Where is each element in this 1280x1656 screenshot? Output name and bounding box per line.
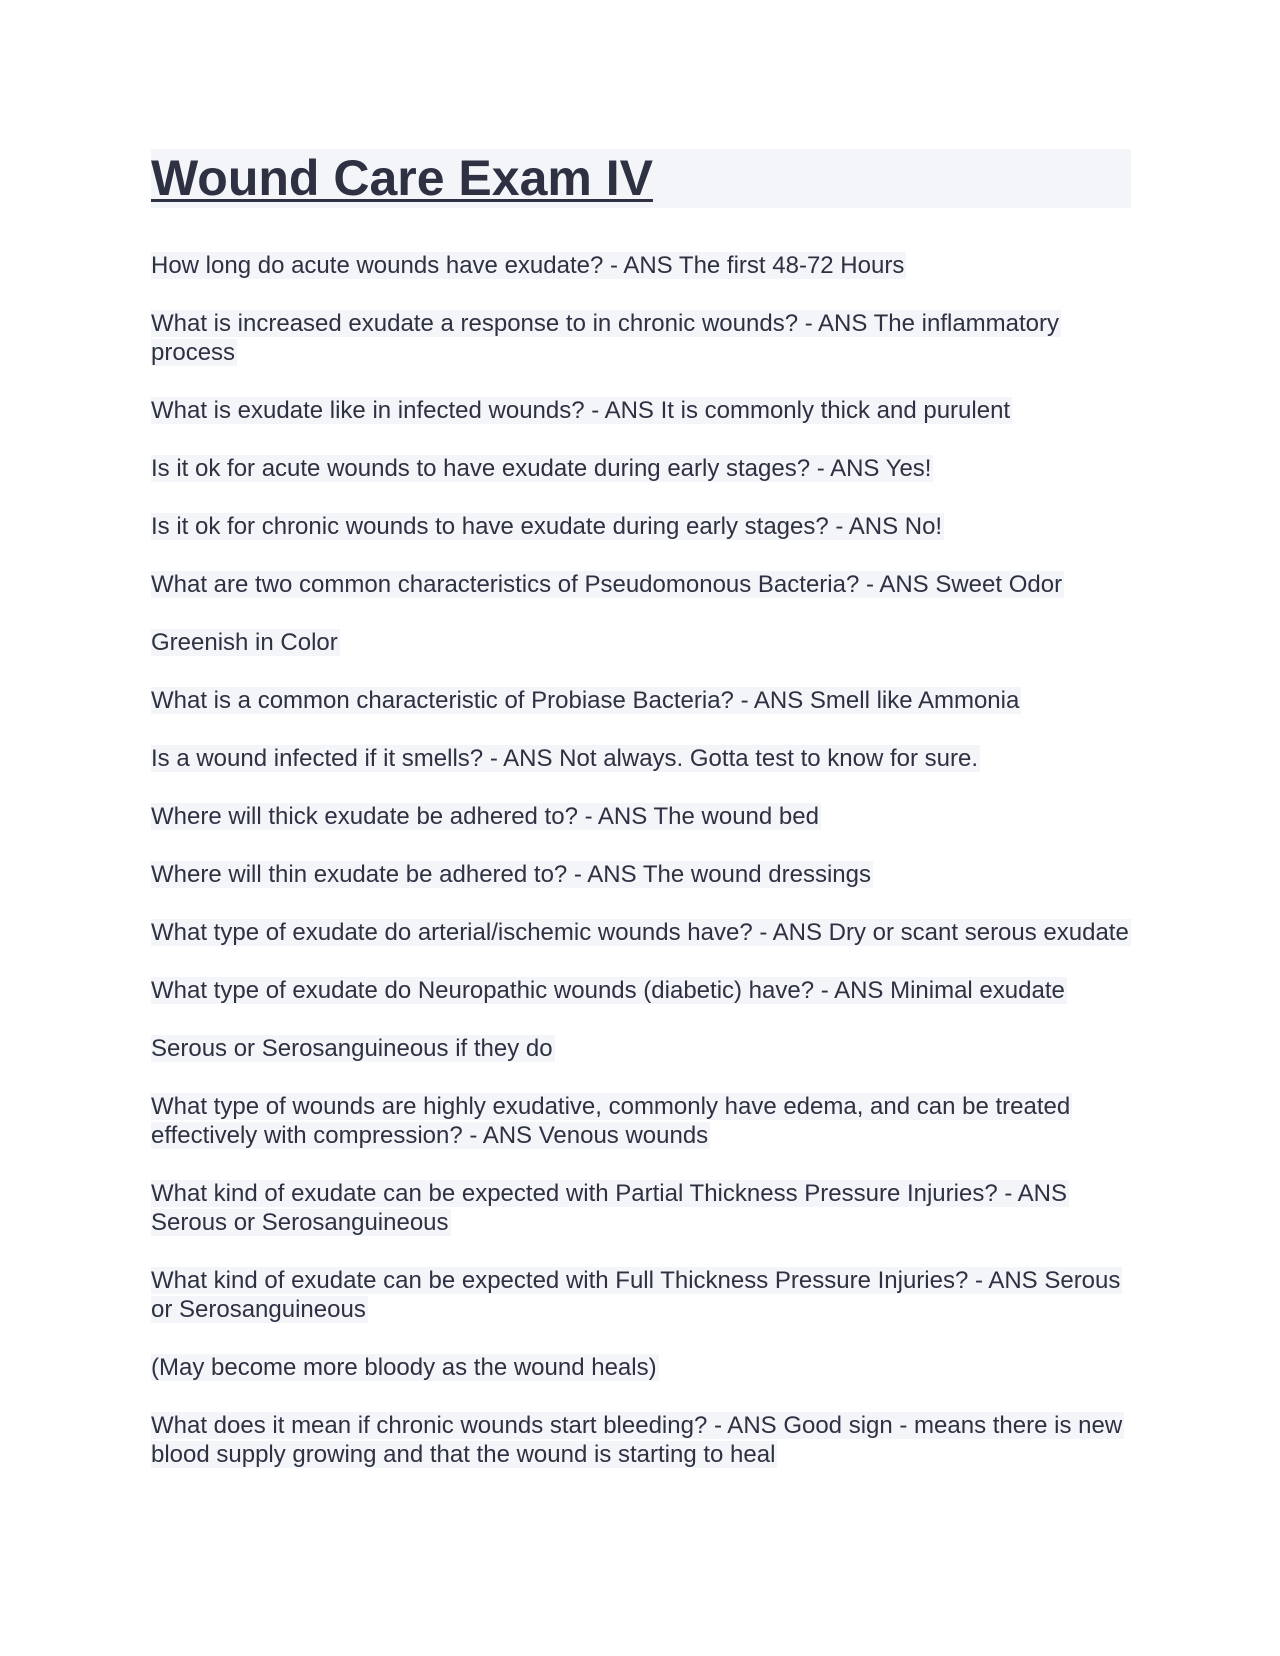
qa-item bbox=[151, 1034, 1131, 1063]
qa-item-text: Is it ok for acute wounds to have exudate during early stages? - ANS Yes! bbox=[151, 455, 932, 482]
document-page bbox=[151, 149, 1131, 1498]
qa-item bbox=[151, 309, 1131, 367]
qa-item bbox=[151, 1092, 1131, 1150]
qa-item bbox=[151, 396, 1131, 425]
qa-item-text: Where will thin exudate be adhered to? - ANS The wound dressings bbox=[151, 861, 871, 888]
qa-item bbox=[151, 1179, 1131, 1237]
qa-item bbox=[151, 1411, 1131, 1469]
qa-item-text: What is a common characteristic of Probiase Bacteria? - ANS Smell like Ammonia bbox=[151, 687, 1020, 714]
qa-list bbox=[151, 251, 1131, 1469]
qa-item bbox=[151, 251, 1131, 280]
qa-item bbox=[151, 686, 1131, 715]
document-title: Wound Care Exam IV bbox=[151, 150, 653, 206]
qa-item bbox=[151, 802, 1131, 831]
qa-item-text: How long do acute wounds have exudate? - ANS The first 48-72 Hours bbox=[151, 252, 905, 279]
qa-item bbox=[151, 860, 1131, 889]
qa-item bbox=[151, 570, 1131, 599]
qa-item-text: What type of exudate do arterial/ischemic wounds have? - ANS Dry or scant serous exudate bbox=[151, 919, 1129, 946]
title-band bbox=[151, 149, 1131, 208]
qa-item bbox=[151, 918, 1131, 947]
qa-item-text: What is increased exudate a response to in chronic wounds? - ANS The inflammatory process bbox=[151, 310, 1060, 366]
qa-item-text: Where will thick exudate be adhered to? - ANS The wound bed bbox=[151, 803, 819, 830]
qa-item-text: Is it ok for chronic wounds to have exudate during early stages? - ANS No! bbox=[151, 513, 943, 540]
qa-item bbox=[151, 512, 1131, 541]
qa-item-text: What are two common characteristics of Pseudomonous Bacteria? - ANS Sweet Odor bbox=[151, 571, 1063, 598]
qa-item bbox=[151, 976, 1131, 1005]
qa-item bbox=[151, 744, 1131, 773]
qa-item-text: Serous or Serosanguineous if they do bbox=[151, 1035, 553, 1062]
qa-item-text: What kind of exudate can be expected with Partial Thickness Pressure Injuries? - ANS Serous or Serosanguineous bbox=[151, 1180, 1068, 1236]
qa-item-text: What kind of exudate can be expected with Full Thickness Pressure Injuries? - ANS Serous or Serosanguineous bbox=[151, 1267, 1121, 1323]
qa-item bbox=[151, 1353, 1131, 1382]
qa-item-text: (May become more bloody as the wound heals) bbox=[151, 1354, 657, 1381]
qa-item-text: What is exudate like in infected wounds? - ANS It is commonly thick and purulent bbox=[151, 397, 1011, 424]
qa-item bbox=[151, 628, 1131, 657]
qa-item-text: Is a wound infected if it smells? - ANS Not always. Gotta test to know for sure. bbox=[151, 745, 979, 772]
qa-item-text: What type of wounds are highly exudative, commonly have edema, and can be treated effectively with compression? - ANS Venous wounds bbox=[151, 1093, 1071, 1149]
qa-item-text: What type of exudate do Neuropathic wounds (diabetic) have? - ANS Minimal exudate bbox=[151, 977, 1065, 1004]
qa-item-text: What does it mean if chronic wounds start bleeding? - ANS Good sign - means there is new blood supply growing and that the wound is starting to heal bbox=[151, 1412, 1123, 1468]
qa-item bbox=[151, 1266, 1131, 1324]
qa-item bbox=[151, 454, 1131, 483]
qa-item-text: Greenish in Color bbox=[151, 629, 338, 656]
